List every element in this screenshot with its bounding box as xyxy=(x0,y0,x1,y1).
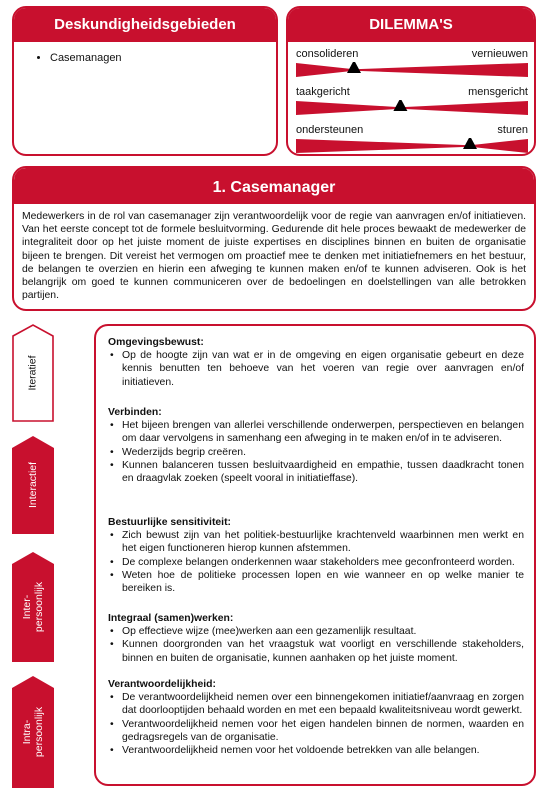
tab-interpersoonlijk xyxy=(12,552,54,662)
dilemma-row xyxy=(296,48,528,78)
deskundigheid-item: • Casemanagen xyxy=(50,52,276,64)
competency-section xyxy=(108,336,524,389)
dilemma-scale-graphic xyxy=(296,62,528,78)
role-title: 1. Casemanager xyxy=(14,168,534,204)
tab-label: Iteratief xyxy=(27,355,39,391)
competency-bullet: • De verantwoordelijkheid nemen over een binnengekomen initiatief/aanvraag en zorgen dat doorlooptijden behaald worden en met een bepaald kwaliteitsniveau wordt gewerkt. xyxy=(108,691,524,717)
competency-section xyxy=(108,406,524,485)
dilemma-row xyxy=(296,124,528,154)
tab-label: Interactief xyxy=(27,461,40,509)
competency-section xyxy=(108,678,524,757)
competency-bullet: • Kunnen balanceren tussen besluitvaardigheid en empathie, tussen daadkracht tonen en draagvlak zoeken (speelt vooral in initiatieffase). xyxy=(108,459,524,485)
deskundigheid-list xyxy=(14,52,276,64)
competency-title: Verantwoordelijkheid: xyxy=(108,679,216,690)
competency-section xyxy=(108,516,524,595)
dilemma-right-label: vernieuwen xyxy=(471,48,528,60)
competency-title: Bestuurlijke sensitiviteit: xyxy=(108,517,231,528)
dilemma-left-label: consolideren xyxy=(296,48,359,60)
dilemma-band xyxy=(296,63,528,77)
competency-bullet: • Zich bewust zijn van het politiek-bestuurlijke krachtenveld waarbinnen men werkt en het eigen functioneren hierop kunnen afstemmen. xyxy=(108,529,524,555)
tab-iteratief xyxy=(12,324,54,422)
competencies-panel xyxy=(94,324,536,786)
role-description-panel xyxy=(12,166,536,311)
dilemma-left-label: taakgericht xyxy=(296,86,350,98)
competency-bullet: • De complexe belangen onderkennen waar stakeholders mee geconfronteerd worden. xyxy=(108,556,524,569)
competency-bullet: • Verantwoordelijkheid nemen voor het voldoende betrekken van alle belangen. xyxy=(108,744,524,757)
tab-interactief xyxy=(12,436,54,534)
tab-label: Inter- persoonlijk xyxy=(21,581,46,633)
dilemma-scale xyxy=(296,100,528,116)
dilemma-title: DILEMMA'S xyxy=(288,8,534,42)
role-description: Medewerkers in de rol van casemanager zijn verantwoordelijk voor de regie van aanvragen en/of initiatieven. Van het eerste concept tot de formele besluitvorming. Gedurende dit hele proces bewaakt de medewerker de integraliteit door op het juiste moment de juiste expertises en disciplines binnen en buiten de organisatie bijeen te brengen. Dit vereist het vermogen om proactief mee te denken met initiatiefnemers en het bestuur, de belangen te overzien en hierin een afweging te kunnen maken en/of te kunnen adviseren. Ook is het belangrijk om goed te kunnen communiceren over de bedoelingen en doelstellingen van alle betrokken partijen. xyxy=(22,211,526,302)
dilemma-marker xyxy=(347,62,361,73)
competency-bullet: • Weten hoe de politieke processen lopen en wie wanneer en op welke manier te bereiken is. xyxy=(108,569,524,595)
competency-bullet: • Wederzijds begrip creëren. xyxy=(108,446,524,459)
dilemma-scale xyxy=(296,138,528,154)
competency-section xyxy=(108,612,524,665)
dilemma-scale-graphic xyxy=(296,100,528,116)
deskundigheid-title: Deskundigheidsgebieden xyxy=(14,8,276,42)
dilemma-scale xyxy=(296,62,528,78)
dilemma-row xyxy=(296,86,528,116)
tab-label: Intra- persoonlijk xyxy=(21,706,46,758)
dilemma-marker xyxy=(393,100,407,111)
dilemma-scale-graphic xyxy=(296,138,528,154)
dilemma-panel xyxy=(286,6,536,156)
competency-title: Integraal (samen)werken: xyxy=(108,613,234,624)
dilemma-band xyxy=(296,101,528,115)
deskundigheid-panel xyxy=(12,6,278,156)
dilemma-right-label: sturen xyxy=(497,124,528,136)
dilemma-band xyxy=(296,139,528,153)
competency-bullet: • Kunnen doorgronden van het vraagstuk wat voorligt en verschillende stakeholders, binnen en buiten de organisatie, kunnen aanhaken op het juiste moment. xyxy=(108,638,524,664)
dilemma-left-label: ondersteunen xyxy=(296,124,364,136)
competency-bullet: • Verantwoordelijkheid nemen voor het eigen handelen binnen de normen, waarden en gedragsregels van de organisatie. xyxy=(108,718,524,744)
tab-intrapersoonlijk xyxy=(12,676,54,788)
competency-title: Verbinden: xyxy=(108,407,162,418)
competency-bullet: • Op effectieve wijze (mee)werken aan een gezamenlijk resultaat. xyxy=(108,625,524,638)
competency-bullet: • Op de hoogte zijn van wat er in de omgeving en eigen organisatie gebeurt en deze kennis benutten ten behoeve van het voeren van regie over aanvragen en/of initiatieven. xyxy=(108,349,524,389)
dilemma-marker xyxy=(463,138,477,149)
dilemma-right-label: mensgericht xyxy=(468,86,528,98)
competency-bullet: • Het bijeen brengen van allerlei verschillende onderwerpen, perspectieven en belangen om daar vervolgens in samenhang een afweging in te maken en/of in te adviseren. xyxy=(108,419,524,445)
competency-title: Omgevingsbewust: xyxy=(108,337,204,348)
